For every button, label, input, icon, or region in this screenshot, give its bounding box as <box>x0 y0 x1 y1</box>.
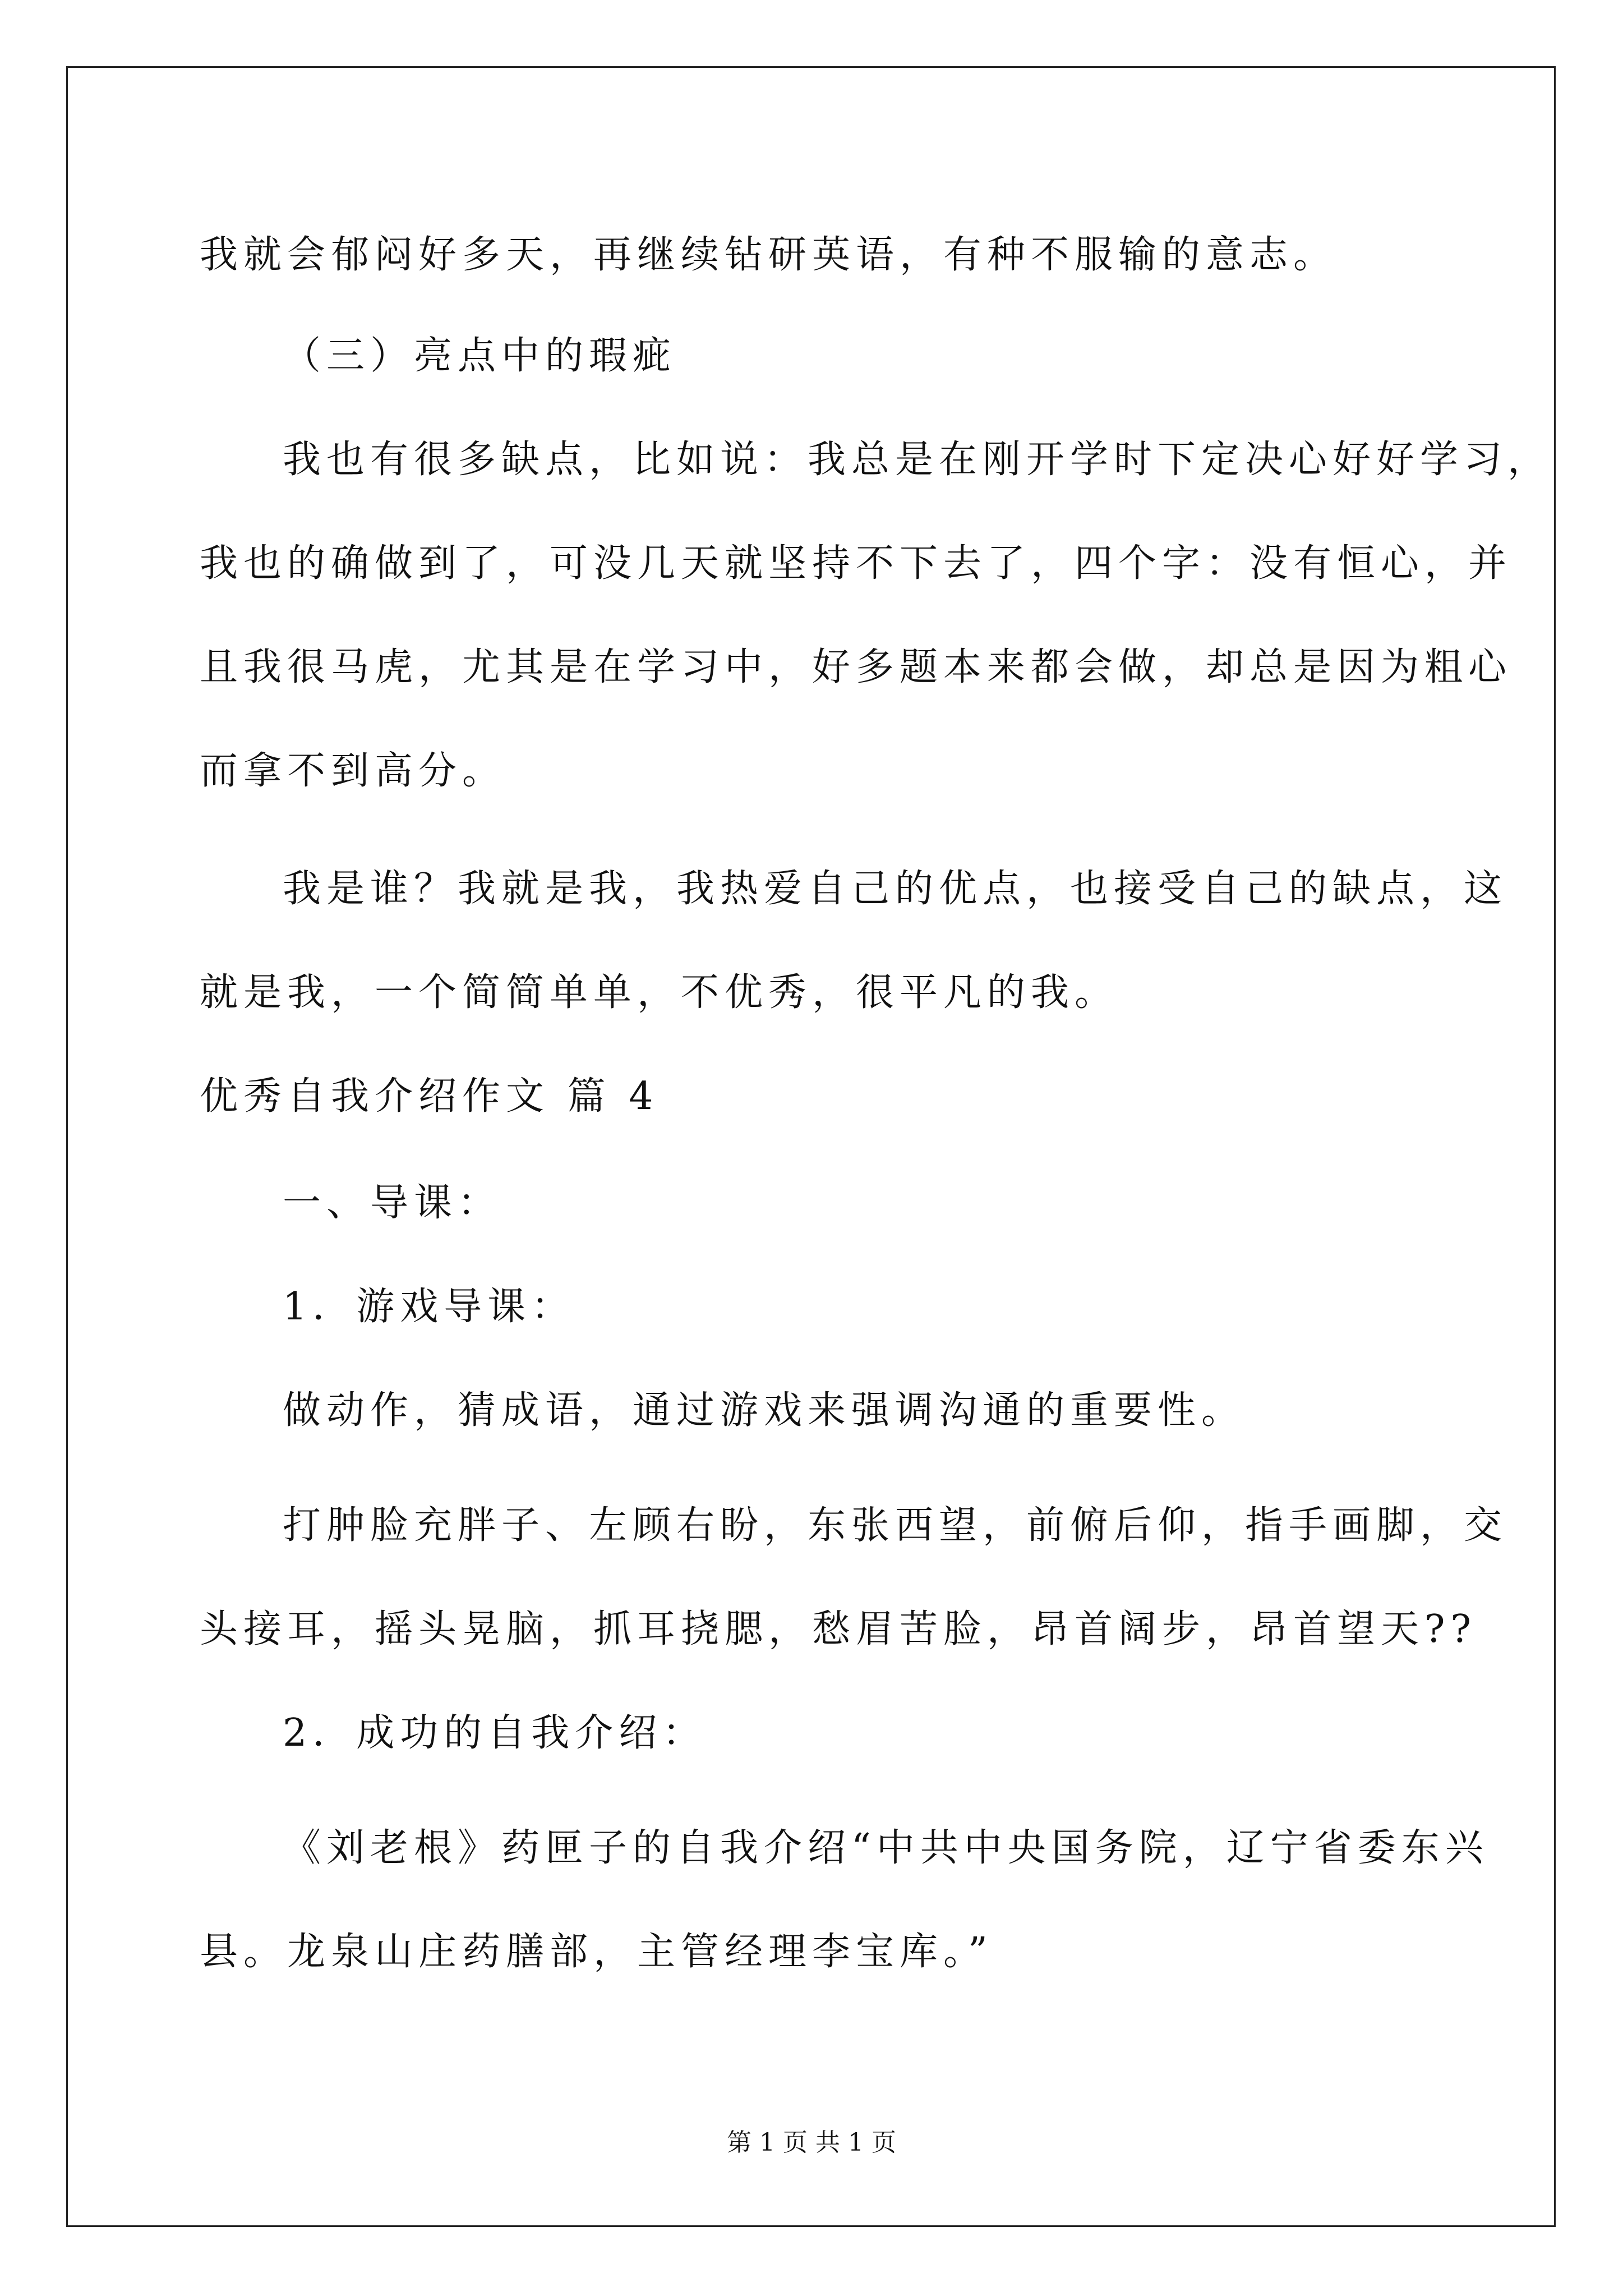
paragraph-line: 做动作，猜成语，通过游戏来强调沟通的重要性。 <box>283 1388 1246 1433</box>
subsection-heading: 2．成功的自我介绍： <box>283 1711 707 1755</box>
page-footer: 第 1 页 共 1 页 <box>727 2128 896 2157</box>
paragraph-line: 我也有很多缺点，比如说：我总是在刚开学时下定决心好好学习， <box>283 438 1552 482</box>
subsection-heading: 1．游戏导课： <box>283 1285 575 1329</box>
paragraph-line: 打肿脸充胖子、左顾右盼，东张西望，前俯后仰，指手画脚，交 <box>283 1503 1508 1548</box>
paragraph-line: 而拿不到高分。 <box>200 749 506 793</box>
section-heading: 一、导课： <box>283 1181 502 1225</box>
paragraph-line: 我也的确做到了，可没几天就坚持不下去了，四个字：没有恒心，并 <box>200 541 1513 586</box>
paragraph-line: 且我很马虎，尤其是在学习中，好多题本来都会做，却总是因为粗心 <box>200 645 1513 689</box>
paragraph-line: 《刘老根》药匣子的自我介绍“中共中央国务院，辽宁省委东兴 <box>283 1826 1489 1870</box>
paragraph-line: 我就会郁闷好多天，再继续钻研英语，有种不服输的意志。 <box>200 233 1338 277</box>
paragraph-line: 我是谁？我就是我，我热爱自己的优点，也接受自己的缺点，这 <box>283 867 1508 911</box>
page-border <box>66 66 1556 2227</box>
paragraph-line: 就是我，一个简简单单，不优秀，很平凡的我。 <box>200 970 1119 1015</box>
paragraph-line: 县。龙泉山庄药膳部，主管经理李宝库。” <box>200 1930 993 1974</box>
article-title: 优秀自我介绍作文 篇 4 <box>200 1074 659 1119</box>
paragraph-line: 头接耳，摇头晃脑，抓耳挠腮，愁眉苦脸，昂首阔步，昂首望天?? <box>200 1607 1477 1651</box>
section-heading: （三）亮点中的瑕疵 <box>283 334 677 378</box>
